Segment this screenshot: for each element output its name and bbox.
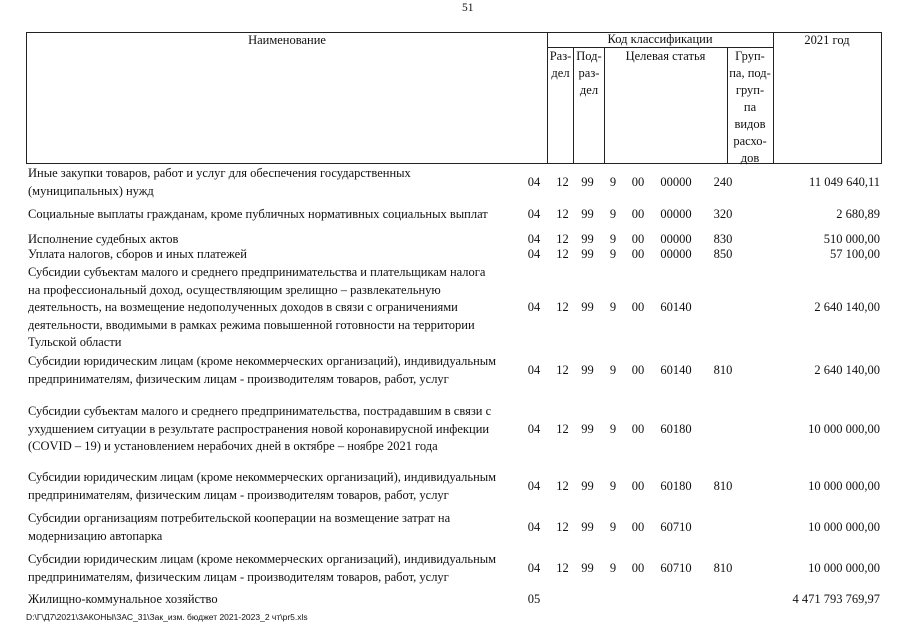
code-t1: 99 bbox=[581, 363, 594, 377]
code-t3: 00 bbox=[631, 175, 645, 189]
code-pr: 12 bbox=[556, 232, 569, 246]
code-vr: 810 bbox=[713, 363, 733, 377]
code-pr: 12 bbox=[556, 561, 569, 575]
code-vr: 810 bbox=[713, 479, 733, 493]
code-vr: 850 bbox=[713, 247, 733, 261]
code-t3: 00 bbox=[631, 422, 645, 436]
code-t1: 99 bbox=[581, 422, 594, 436]
row-amount: 4 471 793 769,97 bbox=[792, 592, 880, 606]
page-number: 51 bbox=[462, 2, 474, 14]
code-pr: 12 bbox=[556, 247, 569, 261]
row-amount: 10 000 000,00 bbox=[808, 479, 880, 493]
row-amount: 510 000,00 bbox=[823, 232, 880, 246]
code-pr: 12 bbox=[556, 207, 569, 221]
code-r: 04 bbox=[527, 247, 541, 261]
code-t4: 60180 bbox=[660, 479, 692, 493]
table-header bbox=[26, 32, 882, 164]
code-pr: 12 bbox=[556, 175, 569, 189]
row-name: Субсидии юридическим лицам (кроме некоммерческих организаций), индивидуальным предпринимателям, физическим лицам - производителям товаров, работ, услуг bbox=[28, 552, 497, 584]
code-t3: 00 bbox=[631, 300, 645, 314]
row-name: Субсидии юридическим лицам (кроме некоммерческих организаций), индивидуальным предпринимателям, физическим лицам - производителям товаров, работ, услуг bbox=[28, 354, 497, 386]
row-name: Исполнение судебных актов bbox=[28, 232, 179, 246]
row-amount: 10 000 000,00 bbox=[808, 561, 880, 575]
row-name: Жилищно-коммунальное хозяйство bbox=[28, 592, 218, 606]
header-target: Целевая статья bbox=[625, 49, 706, 63]
code-r: 04 bbox=[527, 422, 541, 436]
code-r: 04 bbox=[527, 479, 541, 493]
code-r: 04 bbox=[527, 520, 541, 534]
code-t1: 99 bbox=[581, 232, 594, 246]
code-pr: 12 bbox=[556, 300, 569, 314]
row-amount: 11 049 640,11 bbox=[809, 175, 880, 189]
row-name: Уплата налогов, сборов и иных платежей bbox=[28, 247, 247, 261]
code-pr: 12 bbox=[556, 422, 569, 436]
code-t4: 60710 bbox=[660, 561, 692, 575]
code-t4: 60710 bbox=[660, 520, 692, 534]
header-podrazdel: Под- раз- дел bbox=[576, 49, 602, 97]
code-t2: 9 bbox=[609, 422, 617, 436]
file-path: D:\Г\Д7\2021\ЗАКОНЫ\ЗАС_31\Зак_изм. бюджет 2021-2023_2 чт\pr5.xls bbox=[26, 612, 308, 622]
row-name: Иные закупки товаров, работ и услуг для обеспечения государственных (муниципальных) нужд bbox=[28, 166, 411, 198]
code-t3: 00 bbox=[631, 363, 645, 377]
code-t4: 00000 bbox=[660, 207, 692, 221]
header-group: Груп- па, под- груп- па видов расхо- дов bbox=[729, 49, 771, 165]
code-pr: 12 bbox=[556, 520, 569, 534]
code-r: 04 bbox=[527, 300, 541, 314]
code-t2: 9 bbox=[609, 561, 617, 575]
row-amount: 10 000 000,00 bbox=[808, 520, 880, 534]
code-t1: 99 bbox=[581, 520, 594, 534]
row-name: Социальные выплаты гражданам, кроме публичных нормативных социальных выплат bbox=[28, 207, 488, 221]
code-t3: 00 bbox=[631, 520, 645, 534]
code-vr: 810 bbox=[713, 561, 733, 575]
code-t4: 60140 bbox=[660, 363, 692, 377]
code-t2: 9 bbox=[609, 232, 617, 246]
code-pr: 12 bbox=[556, 363, 569, 377]
row-name: Субсидии субъектам малого и среднего предпринимательства, пострадавшим в связи с ухудшением ситуации в результате распространения новой коронавирусной инфекции (COVID – 19) и установлением нерабочих дней в октябре – ноябре 2021 года bbox=[28, 404, 492, 453]
code-t1: 99 bbox=[581, 300, 594, 314]
row-name: Субсидии организациям потребительской кооперации на возмещение затрат на модернизацию автопарка bbox=[28, 511, 451, 543]
header-code: Код классификации bbox=[607, 32, 713, 46]
code-t3: 00 bbox=[631, 247, 645, 261]
code-t2: 9 bbox=[609, 207, 617, 221]
code-r: 04 bbox=[527, 175, 541, 189]
code-vr: 830 bbox=[713, 232, 733, 246]
code-t1: 99 bbox=[581, 561, 594, 575]
code-t4: 60140 bbox=[660, 300, 692, 314]
code-t2: 9 bbox=[609, 479, 617, 493]
code-r: 04 bbox=[527, 561, 541, 575]
code-vr: 240 bbox=[713, 175, 733, 189]
row-amount: 57 100,00 bbox=[830, 247, 880, 261]
code-t3: 00 bbox=[631, 232, 645, 246]
row-amount: 2 640 140,00 bbox=[814, 300, 880, 314]
code-t3: 00 bbox=[631, 479, 645, 493]
code-vr: 320 bbox=[713, 207, 733, 221]
code-t4: 00000 bbox=[660, 232, 692, 246]
header-year: 2021 год bbox=[804, 33, 850, 47]
header-name: Наименование bbox=[248, 33, 326, 47]
code-t1: 99 bbox=[581, 175, 594, 189]
row-name: Субсидии юридическим лицам (кроме некоммерческих организаций), индивидуальным предпринимателям, физическим лицам - производителям товаров, работ, услуг bbox=[28, 470, 497, 502]
code-t1: 99 bbox=[581, 247, 594, 261]
code-t2: 9 bbox=[609, 300, 617, 314]
code-r: 04 bbox=[527, 232, 541, 246]
row-amount: 10 000 000,00 bbox=[808, 422, 880, 436]
code-r: 05 bbox=[527, 592, 541, 606]
code-t3: 00 bbox=[631, 561, 645, 575]
row-amount: 2 680,89 bbox=[836, 207, 880, 221]
code-t2: 9 bbox=[609, 175, 617, 189]
code-pr: 12 bbox=[556, 479, 569, 493]
code-t4: 00000 bbox=[660, 247, 692, 261]
code-t4: 00000 bbox=[660, 175, 692, 189]
header-razdel: Раз- дел bbox=[549, 49, 572, 80]
code-t1: 99 bbox=[581, 207, 594, 221]
code-t2: 9 bbox=[609, 247, 617, 261]
code-t3: 00 bbox=[631, 207, 645, 221]
code-t1: 99 bbox=[581, 479, 594, 493]
code-r: 04 bbox=[527, 363, 541, 377]
row-amount: 2 640 140,00 bbox=[814, 363, 880, 377]
code-t4: 60180 bbox=[660, 422, 692, 436]
row-name: Субсидии субъектам малого и среднего предпринимательства и плательщикам налога на профессиональный доход, осуществляющим зрелищно – развлекательную деятельность, на возмещение недополученных доходов в связи с ограничениями деятельности, вводимыми в рамках режима повышенной готовности на территории Тульской области bbox=[28, 265, 486, 349]
code-t2: 9 bbox=[609, 363, 617, 377]
code-r: 04 bbox=[527, 207, 541, 221]
code-t2: 9 bbox=[609, 520, 617, 534]
